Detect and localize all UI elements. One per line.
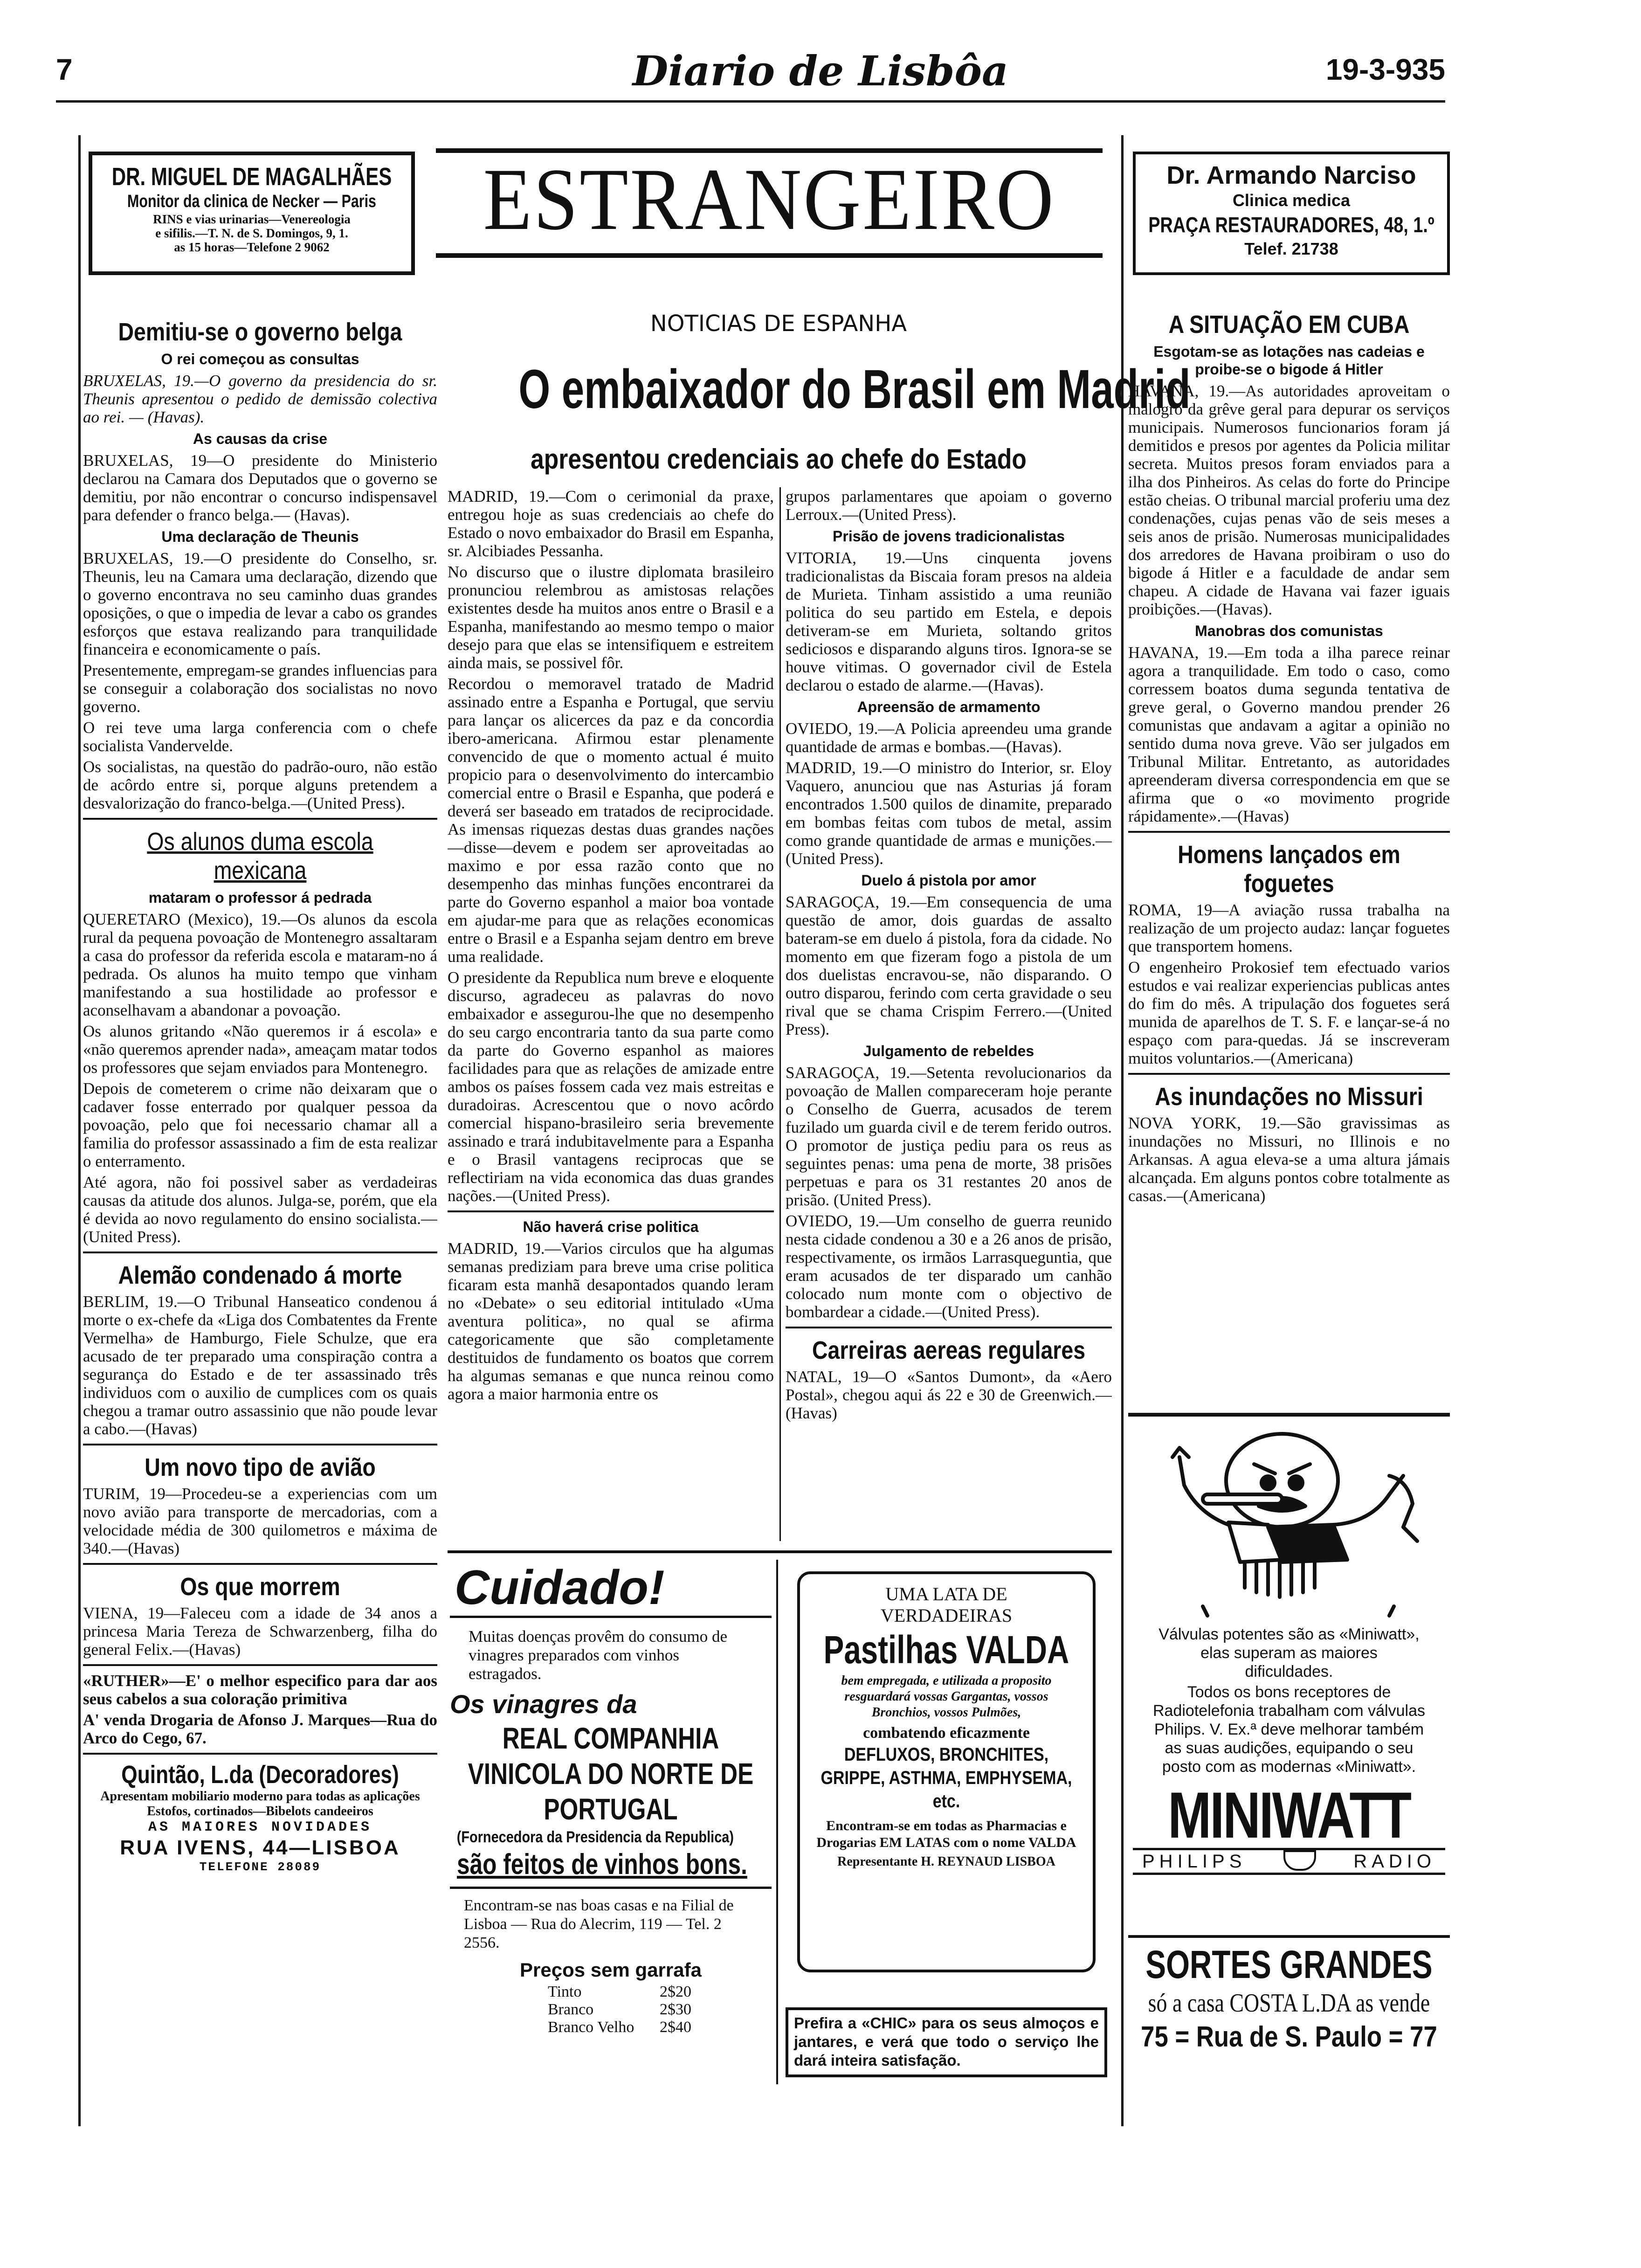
article-belga-headline: Demitiu-se o governo belga bbox=[118, 318, 402, 346]
divider bbox=[1128, 1073, 1450, 1075]
ad-sortes-line1: só a casa COSTA L.DA as vende bbox=[1148, 1989, 1430, 2018]
article-espanha-p1: grupos parlamentares que apoiam o governo Lerroux.—(United Press). bbox=[786, 487, 1112, 524]
divider bbox=[448, 1210, 774, 1212]
article-armamento-p2: MADRID, 19.—O ministro do Interior, sr. Eloy Vaquero, anunciou que nas Asturias já foram encontrados 1.500 quilos de dinamite, preparado em bombas feitas com tubos de metal, assim como grande quantidade de armas e munições.—(United Press). bbox=[786, 759, 1112, 868]
ad-cuidado-rule bbox=[450, 1616, 772, 1618]
column-rule bbox=[779, 487, 781, 1541]
article-prisao-p1: VITORIA, 19.—Uns cinquenta jovens tradicionalistas da Biscaia foram presos na aldeia de Murieta. Tinham assistido a uma reunião politica do seu partido em Estela, e depois detiveram-se em Murieta, soltando gritos sediciosos e disparando alguns tiros. Ignora-se se houve vitimas. O governador civil de Estela declarou o estado de alarme.—(Havas). bbox=[786, 549, 1112, 694]
article-embaixador-p1: MADRID, 19.—Com o cerimonial da praxe, entregou hoje as suas credenciais ao chefe do Estado o novo embaixador do Brasil em Espanha, sr. Alcibiades Pessanha. bbox=[448, 487, 774, 560]
ad-cuidado-line4: (Fornecedora da Presidencia da Republica) bbox=[456, 1828, 734, 1846]
ad-cuidado-line3: REAL COMPANHIA VINICOLA DO NORTE DE PORTUGAL bbox=[468, 1722, 754, 1826]
ad-valda-line7: Representante H. REYNAUD LISBOA bbox=[837, 1854, 1055, 1869]
col4-ad-rule-2 bbox=[1128, 1935, 1450, 1938]
ad-cuidado-line5: são feitos de vinhos bons. bbox=[457, 1848, 747, 1881]
center-column-b bbox=[786, 487, 1112, 1550]
article-morrem-headline: Os que morrem bbox=[180, 1573, 340, 1601]
article-alemao-p1: BERLIM, 19.—O Tribunal Hanseatico condenou á morte o ex-chefe da «Liga dos Combatentes da Frente Vermelha» de Hamburgo, Fiele Schulze, que era acusado de ter preparado uma conspiração contra a segurança do Estado e de ter assassinado três individuos com o auxilio de cumplices com os quais chegou a tramar outro assassinio que não poude levar a cabo.—(Havas) bbox=[83, 1293, 437, 1438]
article-foguetes-headline: Homens lançados em foguetes bbox=[1178, 841, 1400, 898]
ad-ruther-text: «RUTHER»—E' o melhor especifico para dar aos seus cabelos a sua coloração primitiva bbox=[83, 1672, 437, 1708]
page-frame-left bbox=[78, 135, 81, 2126]
ad-cuidado-line7: Preços sem garrafa bbox=[520, 1959, 702, 1981]
article-embaixador-subhead: apresentou credenciais ao chefe do Estado bbox=[531, 443, 1027, 475]
ad-chic bbox=[786, 2007, 1107, 2077]
page-number: 7 bbox=[56, 53, 73, 86]
article-armamento-subhead: Apreensão de armamento bbox=[857, 698, 1041, 715]
article-aviao-p1: TURIM, 19—Procedeu-se a experiencias com um novo avião para transporte de mercadorias, com a velocidade média de 300 quilometros e máxima de 340.—(Havas) bbox=[83, 1485, 437, 1557]
ad-miniwatt bbox=[1128, 1420, 1450, 1923]
ad-chic-text: Prefira a «CHIC» para os seus almoços e jantares, e verá que todo o serviço lhe dará inteira satisfação. bbox=[794, 2014, 1099, 2069]
ad-sortes-grandes bbox=[1128, 1942, 1450, 2082]
article-belga-p6: Os socialistas, na questão do padrão-ouro, não estão de acôrdo entre si, porque alguns pretendem a desvalorização do franco-belga.—(United Press). bbox=[83, 758, 437, 812]
ad-narciso-line2: PRAÇA RESTAURADORES, 48, 1.º bbox=[1148, 213, 1434, 237]
ad-cuidado-rule-2 bbox=[450, 1887, 772, 1889]
divider bbox=[83, 1444, 437, 1445]
article-cuba-p2: HAVANA, 19.—Em toda a ilha parece reinar agora a tranquilidade. Em todo o caso, como corressem boatos duma segunda tentativa de greve geral, o Governo mandou prender 26 comunistas que andavam a agitar a opinião no sentido duma nova greve. Vão ser julgados em Tribunal Militar. Entretanto, as autoridades apreenderam diversa correspondencia em que se afirma que o «o movimento progride rápidamente».—(Havas) bbox=[1128, 643, 1450, 825]
ad-magalhaes-line2: RINS e vias urinarias—Venereologia bbox=[153, 212, 351, 226]
ad-magalhaes-name: DR. MIGUEL DE MAGALHÃES bbox=[111, 163, 392, 191]
divider bbox=[83, 1753, 437, 1755]
ad-miniwatt-brand: MINIWATT bbox=[1168, 1778, 1410, 1852]
ad-miniwatt-maker-left: PHILIPS bbox=[1142, 1851, 1247, 1872]
ad-valda-line1: UMA LATA DE VERDADEIRAS bbox=[880, 1583, 1013, 1626]
price-row: Tinto 2$20 bbox=[548, 1983, 691, 2000]
article-cuba-subhead: Esgotam-se as lotações nas cadeias e proibe-se o bigode á Hitler bbox=[1153, 343, 1425, 378]
article-duelo-p1: SARAGOÇA, 19.—Em consequencia de uma questão de amor, dois guardas de assalto bateram-se em duelo á pistola, fora da cidade. No momento em que fizeram fogo a pistola de um dos duelistas encravou-se, não disparando. O outro disparou, ferindo com certa gravidade o seu rival que se chama Crispim Ferrero.—(United Press). bbox=[786, 893, 1112, 1038]
column-4 bbox=[1128, 310, 1450, 1401]
article-carreiras-headline: Carreiras aereas regulares bbox=[812, 1336, 1086, 1364]
article-foguetes-p2: O engenheiro Prokosief tem efectuado varios estudos e vai realizar experiencias publicas antes do fim do mês. A tripulação dos foguetes será munida de aparelhos de T. S. F. e lançar-se-á no espaço com para-quedas. Já se inscreveram muitos voluntarios.—(Americana) bbox=[1128, 958, 1450, 1067]
column-1 bbox=[83, 310, 437, 2026]
article-mexico-p4: Até agora, não foi possivel saber as verdadeiras causas da atitude dos alunos. Julga-se, porém, que ela é devida ao novo regulamento do ensino socialista.—(United Press). bbox=[83, 1173, 437, 1246]
article-embaixador-p3: Recordou o memoravel tratado de Madrid assinado entre a Espanha e Portugal, que serviu para lançar os alicerces da paz e da concordia ibero-americana. Afirmou estar plenamente convencido de que o momento actual é muito propicio para o desenvolvimento do intercambio comercial entre o Brasil e Espanha, que poderá e deverá ser baseado em tratados de reciprocidade. As imensas riquezas destas duas grandes nações—disse—devem e podem ser aproveitadas ao maximo e por essa razão conto que no desempenho das minhas funções encontrarei da parte do Governo espanhol a maior boa vontade em ajudar-me para que as relações economicas entre o Brasil e a Espanha sejam dentro em breve uma realidade. bbox=[448, 675, 774, 966]
ad-quintao-line2: Estofos, cortinados—Bibelots candeeiros bbox=[147, 1804, 373, 1819]
ad-magalhaes-line3: e sifilis.—T. N. de S. Domingos, 9, 1. bbox=[155, 226, 348, 240]
ad-cuidado-title: Cuidado! bbox=[455, 1561, 665, 1615]
price-row: Branco 2$30 bbox=[548, 2001, 691, 2018]
ad-miniwatt-maker-right: RADIO bbox=[1353, 1851, 1436, 1872]
ad-quintao-title: Quintão, L.da (Decoradores) bbox=[121, 1761, 399, 1789]
center-bottom-rule bbox=[448, 1550, 1112, 1553]
article-duelo-subhead: Duelo á pistola por amor bbox=[861, 872, 1036, 889]
article-belga-p3: BRUXELAS, 19.—O presidente do Conselho, sr. Theunis, leu na Camara uma declaração, dizendo que o governo encontrava no seu caminho duas grandes oposições, o que o impedia de levar a cabo os grandes esforços que estava realizando para tranquilidade financeira e economicamente o país. bbox=[83, 549, 437, 658]
price-row: Branco Velho 2$40 bbox=[548, 2019, 691, 2036]
divider bbox=[83, 1664, 437, 1666]
article-crise-subhead: Não haverá crise politica bbox=[523, 1218, 699, 1235]
ad-magalhaes-line1: Monitor da clinica de Necker — Paris bbox=[127, 192, 376, 211]
ad-valda-line2: Pastilhas VALDA bbox=[823, 1628, 1069, 1672]
article-belga-p5: O rei teve uma larga conferencia com o chefe socialista Vandervelde. bbox=[83, 719, 437, 755]
ad-cuidado-line1: Muitas doenças provêm do consumo de vinagres preparados com vinhos estragados. bbox=[469, 1627, 728, 1683]
philips-shield-icon bbox=[1283, 1850, 1316, 1871]
divider bbox=[786, 1327, 1112, 1328]
page-date: 19-3-935 bbox=[1325, 53, 1445, 86]
ad-separator bbox=[776, 1560, 778, 2084]
header-rule bbox=[56, 100, 1445, 103]
ad-ruther-address: A' venda Drogaria de Afonso J. Marques—Rua do Arco do Cego, 67. bbox=[83, 1711, 437, 1747]
article-belga-subhead-2: As causas da crise bbox=[193, 430, 328, 447]
article-julgamento-subhead: Julgamento de rebeldes bbox=[863, 1043, 1034, 1059]
ad-sortes-line2: 75 = Rua de S. Paulo = 77 bbox=[1141, 2021, 1437, 2053]
article-cuba-subhead-2: Manobras dos comunistas bbox=[1195, 622, 1383, 639]
ad-miniwatt-line1: Válvulas potentes são as «Miniwatt», elas superam as maiores dificuldades. bbox=[1158, 1625, 1420, 1680]
article-missuri-headline: As inundações no Missuri bbox=[1155, 1083, 1423, 1111]
article-aviao-headline: Um novo tipo de avião bbox=[145, 1453, 376, 1481]
article-mexico-subhead: mataram o professor á pedrada bbox=[148, 889, 372, 906]
article-mexico-p1: QUERETARO (Mexico), 19.—Os alunos da escola rural da pequena povoação de Montenegro assaltaram a casa do professor da referida escola e mataram-no á pedrada. Os alunos ha muito tempo que vinham manifestando a sua hostilidade ao professor e aconselhavam a abandonar a povoação. bbox=[83, 910, 437, 1019]
ad-miniwatt-maker bbox=[1133, 1848, 1445, 1875]
article-mexico-p2: Os alunos gritando «Não queremos ir á escola» e «não queremos aprender nada», ameaçam matar todos os professores que sejam enviados para Montenegro. bbox=[83, 1022, 437, 1077]
ad-cuidado-line2: Os vinagres da bbox=[450, 1689, 637, 1719]
ad-narciso-line1: Clinica medica bbox=[1232, 191, 1351, 210]
ad-cuidado-line6: Encontram-se nas boas casas e na Filial de Lisboa — Rua do Alecrim, 119 — Tel. 2 2556. bbox=[464, 1897, 734, 1951]
masthead: Diario de Lisbôa bbox=[632, 47, 1009, 95]
ad-dr-miguel-magalhaes bbox=[89, 152, 415, 275]
article-belga-subhead-3: Uma declaração de Theunis bbox=[161, 528, 359, 545]
ad-valda-line3: bem empregada, e utilizada a proposito resguardará vossas Gargantas, vossos Bronchios, vossos Pulmões, bbox=[841, 1673, 1052, 1720]
ad-quintao-line5: TELEFONE 28089 bbox=[199, 1860, 321, 1874]
ad-valda-line4: combatendo eficazmente bbox=[863, 1724, 1030, 1742]
section-title: ESTRANGEIRO bbox=[483, 151, 1055, 249]
center-column-a bbox=[448, 487, 774, 1550]
article-mexico-p3: Depois de cometerem o crime não deixaram que o cadaver fosse enterrado por qualquer pessoa da povoação, pelo que foi necessario chamar all a familia do professor assassinado a fim de esta realizar o enterramento. bbox=[83, 1079, 437, 1170]
ad-quintao-line1: Apresentam mobiliario moderno para todas as aplicações bbox=[100, 1789, 420, 1804]
article-belga-subhead: O rei começou as consultas bbox=[161, 351, 359, 367]
article-mexico-headline: Os alunos duma escola mexicana bbox=[147, 828, 373, 885]
ad-quintao-line4: RUA IVENS, 44—LISBOA bbox=[120, 1836, 400, 1859]
divider bbox=[83, 1563, 437, 1565]
article-cuba-headline: A SITUAÇÃO EM CUBA bbox=[1168, 311, 1410, 339]
divider bbox=[1128, 831, 1450, 833]
ad-dr-armando-narciso bbox=[1133, 152, 1450, 275]
article-embaixador-p4: O presidente da Republica num breve e eloquente discurso, agradeceu as palavras do novo embaixador e assegurou-lhe que no desempenho do seu cargo encontraria tanto da sua parte como da parte do Governo espanhol as maiores facilidades para que as relações de amizade entre ambos os países fossem cada vez mais estreitas e duradoiras. Acrescentou que o novo acôrdo comercial hispano-brasileiro seria brevemente assinado e trará indubitavelmente para a Espanha e o Brasil vantagens reciprocas que se reflectiriam na vida economica das duas grandes nações.—(United Press). bbox=[448, 968, 774, 1205]
ad-miniwatt-logo bbox=[1133, 1778, 1445, 1875]
radio-valve-mascot-illustration bbox=[1128, 1420, 1450, 1625]
ad-quintao-line3: AS MAIORES NOVIDADES bbox=[148, 1819, 372, 1835]
ad-valda bbox=[797, 1571, 1096, 1972]
ad-cuidado-price-list bbox=[450, 1983, 772, 2036]
page-frame-right bbox=[1121, 135, 1124, 2126]
article-cuba-p1: HAVANA, 19.—As autoridades aproveitam o malogro da grêve geral para depurar os serviços municipais. Numerosos funcionarios foram já demitidos e presos por agentes da Policia militar secreta. Muitos presos foram enviados para a ilha dos Pinheiros. As celas do forte do Principe estão cheias. O tribunal marcial proferiu uma dez condenações, cujas penas vão de seis meses a seis anos de prisão. Numerosas municipalidades dos arredores de Havana proibiram o uso do bigode á Hitler e a faculdade de andar sem chapeu. A cidade de Havana vai fazer iguais proibições.—(Havas). bbox=[1128, 382, 1450, 618]
article-belga-p4: Presentemente, empregam-se grandes influencias para se conseguir a colaboração dos socialistas no novo governo. bbox=[83, 661, 437, 716]
ad-narciso-line3: Telef. 21738 bbox=[1244, 239, 1338, 258]
article-embaixador-headline: O embaixador do Brasil em Madrid bbox=[518, 359, 1191, 420]
divider bbox=[83, 818, 437, 820]
article-crise-p1: MADRID, 19.—Varios circulos que ha algumas semanas prediziam para breve uma crise politica ficaram esta manhã desapontados quando leram no «Debate» o seu editorial intitulado «Uma aventura politica», no qual se afirma categoricamente que são completamente destituidos de fundamento os boatos que correm ha algumas semanas e que nunca reinou como agora a maior harmonia entre os bbox=[448, 1239, 774, 1403]
article-foguetes-p1: ROMA, 19—A aviação russa trabalha na realização de um projecto audaz: lançar foguetes que transportem homens. bbox=[1128, 901, 1450, 955]
article-embaixador-p2: No discurso que o ilustre diplomata brasileiro pronunciou relembrou as amistosas relações existentes desde ha muitos anos entre o Brasil e a Espanha, manifestando ao mesmo tempo o maior desejo para que elas se intensifiquem e estreitem ainda mais, se possivel fôr. bbox=[448, 563, 774, 672]
article-alemao-headline: Alemão condenado á morte bbox=[118, 1261, 402, 1289]
ad-narciso-name: Dr. Armando Narciso bbox=[1166, 161, 1416, 189]
article-armamento-p1: OVIEDO, 19.—A Policia apreendeu uma grande quantidade de armas e bombas.—(Havas). bbox=[786, 719, 1112, 756]
section-kicker: NOTICIAS DE ESPANHA bbox=[650, 311, 907, 337]
ad-quintao bbox=[83, 1760, 437, 1874]
article-belga-p1: BRUXELAS, 19.—O governo da presidencia do sr. Theunis apresentou o pedido de demissão colectiva ao rei. — (Havas). bbox=[83, 372, 437, 426]
ad-miniwatt-line2: Todos os bons receptores de Radiotelefonia trabalham com válvulas Philips. V. Ex.ª deve melhorar também as suas audições, equipando o seu posto com as modernas «Miniwatt». bbox=[1153, 1683, 1425, 1776]
section-title-box bbox=[436, 148, 1103, 258]
ad-magalhaes-line4: as 15 horas—Telefone 2 9062 bbox=[174, 240, 330, 254]
ad-sortes-title: SORTES GRANDES bbox=[1145, 1943, 1433, 1986]
ad-cuidado bbox=[450, 1560, 772, 2082]
ad-valda-line6: Encontram-se em todas as Pharmacias e Drogarias EM LATAS com o nome VALDA bbox=[816, 1818, 1076, 1850]
article-morrem-p1: VIENA, 19—Faleceu com a idade de 34 anos a princesa Maria Tereza de Schwarzenberg, filha do general Felix.—(Havas) bbox=[83, 1604, 437, 1659]
article-carreiras-p1: NATAL, 19—O «Santos Dumont», da «Aero Postal», chegou aqui ás 22 e 30 de Greenwich.—(Havas) bbox=[786, 1368, 1112, 1422]
article-belga-p2: BRUXELAS, 19—O presidente do Ministerio declarou na Camara dos Deputados que o governo se demitiu, por não encontrar o concurso indispensavel para defender o franco belga.— (Havas). bbox=[83, 451, 437, 524]
article-julgamento-p2: OVIEDO, 19.—Um conselho de guerra reunido nesta cidade condenou a 30 e a 26 anos de prisão, respectivamente, os irmãos Larrasqueguntia, que eram acusados de ter disparado um canhão colocado num monte com o objectivo de bombardear a cidade.—(United Press). bbox=[786, 1212, 1112, 1321]
article-missuri-p1: NOVA YORK, 19.—São gravissimas as inundações no Missuri, no Illinois e no Arkansas. A agua eleva-se a uma altura jámais alcançada. Em alguns pontos cobre totalmente as casas.—(Americana) bbox=[1128, 1114, 1450, 1205]
article-julgamento-p1: SARAGOÇA, 19.—Setenta revolucionarios da povoação de Mallen compareceram hoje perante o Conselho de Guerra, acusados de terem fuzilado um guarda civil e de terem ferido outros. O promotor de justiça pediu para os reus as seguintes penas: uma pena de morte, 38 prisões perpetuas e para os 31 restantes 20 anos de prisão. (United Press). bbox=[786, 1064, 1112, 1209]
divider bbox=[83, 1252, 437, 1253]
col4-ad-rule bbox=[1128, 1413, 1450, 1417]
article-prisao-subhead: Prisão de jovens tradicionalistas bbox=[833, 528, 1065, 545]
ad-valda-line5: DEFLUXOS, BRONCHITES, GRIPPE, ASTHMA, EMPHYSEMA, etc. bbox=[820, 1744, 1072, 1812]
